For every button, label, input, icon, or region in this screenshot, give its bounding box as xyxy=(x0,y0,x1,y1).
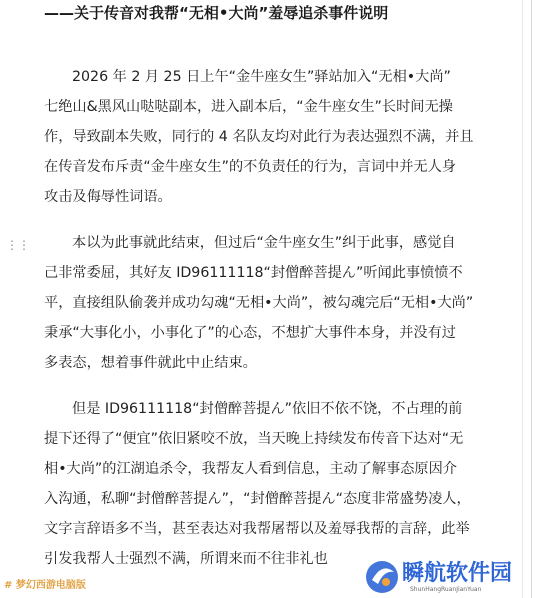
paragraph-line: 己非常委屈，其好友 ID96111118“封僧醉菩提ん”听闻此事愤愤不 xyxy=(44,265,463,281)
document-title: ——关于传音对我帮“无相•大尚”羞辱追杀事件说明 xyxy=(44,4,389,22)
paragraph-line: 攻击及侮辱性词语。 xyxy=(44,189,172,205)
watermark-left: # 梦幻西游电脑版 xyxy=(4,580,86,591)
paragraph-line: 文字言辞语多不当，甚至表达对我帮屠帮以及羞辱我帮的言辞，此举 xyxy=(44,521,470,537)
paragraph-line: 提下还得了“便宜”依旧紧咬不放，当天晚上持续发布传音下达对“无 xyxy=(44,431,464,447)
paragraph-line: 相•大尚”的江湖追杀令，我帮友人看到信息，主动了解事态原因介 xyxy=(44,461,457,477)
paragraph-line: 但是 ID96111118“封僧醉菩提ん”依旧不依不饶，不占理的前 xyxy=(72,401,463,417)
paragraph-line: 入沟通，私聊“封僧醉菩提ん”，“封僧醉菩提ん“态度非常盛势凌人， xyxy=(44,491,471,507)
page-edge-divider xyxy=(522,0,523,598)
paragraph-line: 秉承“大事化小，小事化了”的心态，不想扩大事件本身，并没有过 xyxy=(44,325,456,341)
paragraph-line: 本以为此事就此结束，但过后“金牛座女生”纠于此事，感觉自 xyxy=(72,235,456,251)
site-url: ShunHangRuanJianYuan xyxy=(410,586,482,593)
paragraph-line: 2026 年 2 月 25 日上午“金牛座女生”驿站加入“无相•大尚” xyxy=(72,69,451,85)
paragraph-line: 七绝山&黑风山哒哒副本，进入副本后，“金牛座女生”长时间无操 xyxy=(44,99,453,115)
paragraph-line: 在传音发布斥责“金牛座女生”的不负责任的行为，言词中并无人身 xyxy=(44,159,456,175)
site-name: 瞬航软件园 xyxy=(402,561,513,586)
paragraph-line: 作，导致副本失败，同行的 4 名队友均对此行为表达强烈不满，并且 xyxy=(44,129,474,145)
paragraph-line: 多表态，想着事件就此中止结束。 xyxy=(44,355,257,371)
drag-handle-icon[interactable]: ⋮⋮ xyxy=(6,238,30,252)
paragraph-line: 平，直接组队偷袭并成功勾魂“无相•大尚”，被勾魂完后“无相•大尚” xyxy=(44,295,474,311)
paragraph-line: 引发我帮人士强烈不满，所谓来而不往非礼也 xyxy=(44,551,328,567)
scrollbar-track[interactable] xyxy=(531,0,532,598)
